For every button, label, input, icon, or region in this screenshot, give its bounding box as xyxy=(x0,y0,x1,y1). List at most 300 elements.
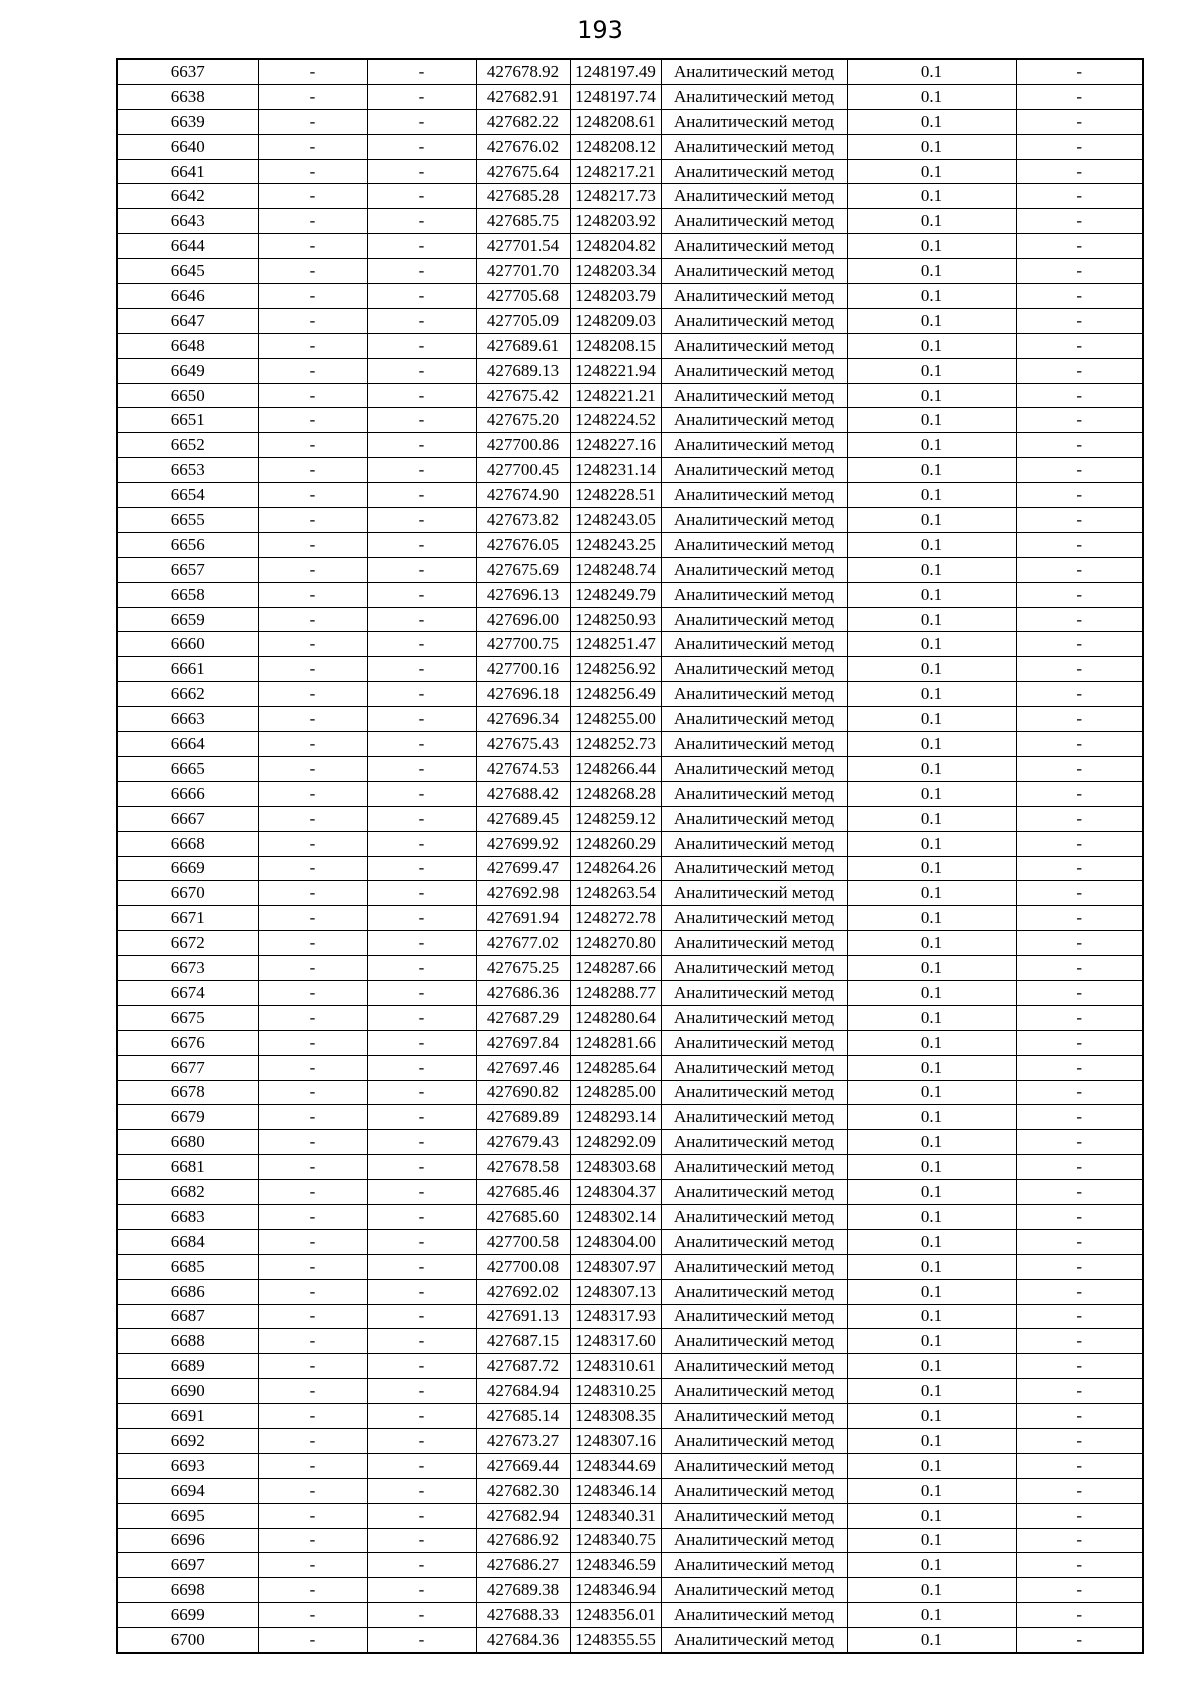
y-coordinate-cell: 1248285.64 xyxy=(570,1055,661,1080)
precision-cell: 0.1 xyxy=(847,1553,1016,1578)
precision-cell: 0.1 xyxy=(847,159,1016,184)
dash-cell: - xyxy=(367,84,476,109)
dash-cell: - xyxy=(258,1030,367,1055)
x-coordinate-cell: 427687.29 xyxy=(476,1005,570,1030)
dash-cell: - xyxy=(1016,1578,1143,1603)
x-coordinate-cell: 427700.08 xyxy=(476,1254,570,1279)
y-coordinate-cell: 1248340.31 xyxy=(570,1503,661,1528)
x-coordinate-cell: 427678.58 xyxy=(476,1155,570,1180)
table-row xyxy=(117,1578,1143,1603)
dash-cell: - xyxy=(1016,1453,1143,1478)
x-coordinate-cell: 427700.16 xyxy=(476,657,570,682)
precision-cell: 0.1 xyxy=(847,732,1016,757)
dash-cell: - xyxy=(258,84,367,109)
point-number-cell: 6666 xyxy=(117,781,258,806)
precision-cell: 0.1 xyxy=(847,906,1016,931)
x-coordinate-cell: 427675.64 xyxy=(476,159,570,184)
point-number-cell: 6639 xyxy=(117,109,258,134)
table-row xyxy=(117,756,1143,781)
dash-cell: - xyxy=(367,1030,476,1055)
precision-cell: 0.1 xyxy=(847,1254,1016,1279)
table-row xyxy=(117,1304,1143,1329)
y-coordinate-cell: 1248302.14 xyxy=(570,1204,661,1229)
dash-cell: - xyxy=(367,1304,476,1329)
precision-cell: 0.1 xyxy=(847,1204,1016,1229)
dash-cell: - xyxy=(1016,532,1143,557)
table-row xyxy=(117,856,1143,881)
y-coordinate-cell: 1248288.77 xyxy=(570,980,661,1005)
point-number-cell: 6653 xyxy=(117,458,258,483)
dash-cell: - xyxy=(1016,209,1143,234)
dash-cell: - xyxy=(367,259,476,284)
point-number-cell: 6665 xyxy=(117,756,258,781)
dash-cell: - xyxy=(367,1603,476,1628)
point-number-cell: 6652 xyxy=(117,433,258,458)
dash-cell: - xyxy=(367,333,476,358)
point-number-cell: 6683 xyxy=(117,1204,258,1229)
y-coordinate-cell: 1248304.00 xyxy=(570,1229,661,1254)
y-coordinate-cell: 1248260.29 xyxy=(570,831,661,856)
table-row xyxy=(117,931,1143,956)
table-row xyxy=(117,607,1143,632)
method-cell: Аналитический метод xyxy=(661,906,847,931)
method-cell: Аналитический метод xyxy=(661,1180,847,1205)
dash-cell: - xyxy=(1016,1304,1143,1329)
y-coordinate-cell: 1248263.54 xyxy=(570,881,661,906)
dash-cell: - xyxy=(258,532,367,557)
method-cell: Аналитический метод xyxy=(661,806,847,831)
y-coordinate-cell: 1248307.97 xyxy=(570,1254,661,1279)
dash-cell: - xyxy=(1016,1204,1143,1229)
table-row xyxy=(117,383,1143,408)
dash-cell: - xyxy=(258,1453,367,1478)
y-coordinate-cell: 1248256.92 xyxy=(570,657,661,682)
point-number-cell: 6643 xyxy=(117,209,258,234)
dash-cell: - xyxy=(367,284,476,309)
precision-cell: 0.1 xyxy=(847,806,1016,831)
table-row xyxy=(117,1503,1143,1528)
point-number-cell: 6645 xyxy=(117,259,258,284)
dash-cell: - xyxy=(367,607,476,632)
method-cell: Аналитический метод xyxy=(661,383,847,408)
dash-cell: - xyxy=(258,682,367,707)
x-coordinate-cell: 427699.92 xyxy=(476,831,570,856)
table-row xyxy=(117,1603,1143,1628)
method-cell: Аналитический метод xyxy=(661,433,847,458)
precision-cell: 0.1 xyxy=(847,956,1016,981)
table-row xyxy=(117,682,1143,707)
x-coordinate-cell: 427684.94 xyxy=(476,1379,570,1404)
dash-cell: - xyxy=(367,532,476,557)
dash-cell: - xyxy=(367,632,476,657)
dash-cell: - xyxy=(367,1428,476,1453)
point-number-cell: 6658 xyxy=(117,582,258,607)
point-number-cell: 6681 xyxy=(117,1155,258,1180)
dash-cell: - xyxy=(1016,308,1143,333)
dash-cell: - xyxy=(1016,1005,1143,1030)
table-row xyxy=(117,483,1143,508)
table-row xyxy=(117,657,1143,682)
dash-cell: - xyxy=(258,881,367,906)
dash-cell: - xyxy=(258,1055,367,1080)
x-coordinate-cell: 427701.70 xyxy=(476,259,570,284)
x-coordinate-cell: 427689.89 xyxy=(476,1105,570,1130)
dash-cell: - xyxy=(367,856,476,881)
dash-cell: - xyxy=(367,1229,476,1254)
y-coordinate-cell: 1248203.34 xyxy=(570,259,661,284)
dash-cell: - xyxy=(1016,732,1143,757)
dash-cell: - xyxy=(367,408,476,433)
dash-cell: - xyxy=(258,159,367,184)
precision-cell: 0.1 xyxy=(847,532,1016,557)
precision-cell: 0.1 xyxy=(847,458,1016,483)
y-coordinate-cell: 1248293.14 xyxy=(570,1105,661,1130)
dash-cell: - xyxy=(367,1628,476,1653)
table-row xyxy=(117,906,1143,931)
method-cell: Аналитический метод xyxy=(661,109,847,134)
precision-cell: 0.1 xyxy=(847,1329,1016,1354)
y-coordinate-cell: 1248250.93 xyxy=(570,607,661,632)
point-number-cell: 6647 xyxy=(117,308,258,333)
dash-cell: - xyxy=(258,234,367,259)
x-coordinate-cell: 427674.90 xyxy=(476,483,570,508)
method-cell: Аналитический метод xyxy=(661,1428,847,1453)
method-cell: Аналитический метод xyxy=(661,134,847,159)
precision-cell: 0.1 xyxy=(847,1528,1016,1553)
dash-cell: - xyxy=(1016,1130,1143,1155)
x-coordinate-cell: 427700.58 xyxy=(476,1229,570,1254)
dash-cell: - xyxy=(367,756,476,781)
x-coordinate-cell: 427696.00 xyxy=(476,607,570,632)
dash-cell: - xyxy=(1016,433,1143,458)
precision-cell: 0.1 xyxy=(847,1155,1016,1180)
x-coordinate-cell: 427696.34 xyxy=(476,707,570,732)
point-number-cell: 6662 xyxy=(117,682,258,707)
dash-cell: - xyxy=(1016,1354,1143,1379)
dash-cell: - xyxy=(258,284,367,309)
dash-cell: - xyxy=(258,831,367,856)
y-coordinate-cell: 1248310.61 xyxy=(570,1354,661,1379)
precision-cell: 0.1 xyxy=(847,1404,1016,1429)
precision-cell: 0.1 xyxy=(847,84,1016,109)
point-number-cell: 6651 xyxy=(117,408,258,433)
dash-cell: - xyxy=(1016,781,1143,806)
table-row xyxy=(117,84,1143,109)
dash-cell: - xyxy=(1016,831,1143,856)
y-coordinate-cell: 1248317.60 xyxy=(570,1329,661,1354)
table-row xyxy=(117,1180,1143,1205)
dash-cell: - xyxy=(258,1503,367,1528)
point-number-cell: 6691 xyxy=(117,1404,258,1429)
y-coordinate-cell: 1248208.12 xyxy=(570,134,661,159)
y-coordinate-cell: 1248197.74 xyxy=(570,84,661,109)
dash-cell: - xyxy=(367,1404,476,1429)
y-coordinate-cell: 1248208.15 xyxy=(570,333,661,358)
dash-cell: - xyxy=(1016,1105,1143,1130)
dash-cell: - xyxy=(367,1528,476,1553)
dash-cell: - xyxy=(258,259,367,284)
y-coordinate-cell: 1248281.66 xyxy=(570,1030,661,1055)
dash-cell: - xyxy=(1016,856,1143,881)
dash-cell: - xyxy=(258,1279,367,1304)
x-coordinate-cell: 427682.30 xyxy=(476,1478,570,1503)
dash-cell: - xyxy=(1016,59,1143,84)
x-coordinate-cell: 427688.33 xyxy=(476,1603,570,1628)
y-coordinate-cell: 1248256.49 xyxy=(570,682,661,707)
method-cell: Аналитический метод xyxy=(661,756,847,781)
point-number-cell: 6682 xyxy=(117,1180,258,1205)
x-coordinate-cell: 427689.13 xyxy=(476,358,570,383)
y-coordinate-cell: 1248204.82 xyxy=(570,234,661,259)
method-cell: Аналитический метод xyxy=(661,1055,847,1080)
precision-cell: 0.1 xyxy=(847,1478,1016,1503)
table-row xyxy=(117,980,1143,1005)
y-coordinate-cell: 1248231.14 xyxy=(570,458,661,483)
dash-cell: - xyxy=(367,806,476,831)
y-coordinate-cell: 1248227.16 xyxy=(570,433,661,458)
dash-cell: - xyxy=(258,209,367,234)
dash-cell: - xyxy=(367,657,476,682)
dash-cell: - xyxy=(1016,582,1143,607)
method-cell: Аналитический метод xyxy=(661,483,847,508)
precision-cell: 0.1 xyxy=(847,781,1016,806)
x-coordinate-cell: 427705.09 xyxy=(476,308,570,333)
dash-cell: - xyxy=(258,756,367,781)
precision-cell: 0.1 xyxy=(847,582,1016,607)
dash-cell: - xyxy=(258,483,367,508)
dash-cell: - xyxy=(258,134,367,159)
table-row xyxy=(117,1379,1143,1404)
y-coordinate-cell: 1248243.05 xyxy=(570,508,661,533)
method-cell: Аналитический метод xyxy=(661,732,847,757)
x-coordinate-cell: 427675.69 xyxy=(476,557,570,582)
dash-cell: - xyxy=(258,1428,367,1453)
dash-cell: - xyxy=(258,383,367,408)
precision-cell: 0.1 xyxy=(847,234,1016,259)
y-coordinate-cell: 1248221.94 xyxy=(570,358,661,383)
y-coordinate-cell: 1248287.66 xyxy=(570,956,661,981)
dash-cell: - xyxy=(1016,333,1143,358)
y-coordinate-cell: 1248307.13 xyxy=(570,1279,661,1304)
dash-cell: - xyxy=(367,1130,476,1155)
dash-cell: - xyxy=(367,1379,476,1404)
table-row xyxy=(117,508,1143,533)
y-coordinate-cell: 1248346.59 xyxy=(570,1553,661,1578)
point-number-cell: 6671 xyxy=(117,906,258,931)
point-number-cell: 6699 xyxy=(117,1603,258,1628)
method-cell: Аналитический метод xyxy=(661,458,847,483)
dash-cell: - xyxy=(258,1005,367,1030)
table-row xyxy=(117,1428,1143,1453)
y-coordinate-cell: 1248346.94 xyxy=(570,1578,661,1603)
dash-cell: - xyxy=(1016,284,1143,309)
precision-cell: 0.1 xyxy=(847,1005,1016,1030)
coordinates-table xyxy=(116,58,1144,1654)
y-coordinate-cell: 1248304.37 xyxy=(570,1180,661,1205)
y-coordinate-cell: 1248266.44 xyxy=(570,756,661,781)
precision-cell: 0.1 xyxy=(847,1304,1016,1329)
precision-cell: 0.1 xyxy=(847,632,1016,657)
dash-cell: - xyxy=(1016,1379,1143,1404)
dash-cell: - xyxy=(258,508,367,533)
y-coordinate-cell: 1248344.69 xyxy=(570,1453,661,1478)
point-number-cell: 6678 xyxy=(117,1080,258,1105)
point-number-cell: 6675 xyxy=(117,1005,258,1030)
dash-cell: - xyxy=(1016,881,1143,906)
table-row xyxy=(117,59,1143,84)
dash-cell: - xyxy=(1016,1254,1143,1279)
dash-cell: - xyxy=(258,732,367,757)
x-coordinate-cell: 427685.75 xyxy=(476,209,570,234)
dash-cell: - xyxy=(367,1578,476,1603)
dash-cell: - xyxy=(367,1080,476,1105)
dash-cell: - xyxy=(258,607,367,632)
point-number-cell: 6660 xyxy=(117,632,258,657)
dash-cell: - xyxy=(367,59,476,84)
x-coordinate-cell: 427689.38 xyxy=(476,1578,570,1603)
method-cell: Аналитический метод xyxy=(661,1130,847,1155)
x-coordinate-cell: 427687.72 xyxy=(476,1354,570,1379)
dash-cell: - xyxy=(258,1478,367,1503)
point-number-cell: 6693 xyxy=(117,1453,258,1478)
table-row xyxy=(117,632,1143,657)
dash-cell: - xyxy=(1016,682,1143,707)
dash-cell: - xyxy=(367,906,476,931)
dash-cell: - xyxy=(258,1578,367,1603)
table-row xyxy=(117,358,1143,383)
y-coordinate-cell: 1248285.00 xyxy=(570,1080,661,1105)
dash-cell: - xyxy=(1016,756,1143,781)
method-cell: Аналитический метод xyxy=(661,1528,847,1553)
dash-cell: - xyxy=(367,483,476,508)
y-coordinate-cell: 1248224.52 xyxy=(570,408,661,433)
precision-cell: 0.1 xyxy=(847,881,1016,906)
point-number-cell: 6656 xyxy=(117,532,258,557)
method-cell: Аналитический метод xyxy=(661,1254,847,1279)
method-cell: Аналитический метод xyxy=(661,1628,847,1653)
table-row xyxy=(117,308,1143,333)
dash-cell: - xyxy=(367,881,476,906)
dash-cell: - xyxy=(258,582,367,607)
table-row xyxy=(117,284,1143,309)
dash-cell: - xyxy=(258,1354,367,1379)
dash-cell: - xyxy=(258,657,367,682)
dash-cell: - xyxy=(258,1553,367,1578)
dash-cell: - xyxy=(1016,1603,1143,1628)
precision-cell: 0.1 xyxy=(847,1354,1016,1379)
method-cell: Аналитический метод xyxy=(661,259,847,284)
table-row xyxy=(117,433,1143,458)
table-row xyxy=(117,1254,1143,1279)
y-coordinate-cell: 1248243.25 xyxy=(570,532,661,557)
table-row xyxy=(117,1080,1143,1105)
point-number-cell: 6674 xyxy=(117,980,258,1005)
point-number-cell: 6664 xyxy=(117,732,258,757)
dash-cell: - xyxy=(258,333,367,358)
x-coordinate-cell: 427677.02 xyxy=(476,931,570,956)
y-coordinate-cell: 1248307.16 xyxy=(570,1428,661,1453)
point-number-cell: 6696 xyxy=(117,1528,258,1553)
dash-cell: - xyxy=(367,1279,476,1304)
point-number-cell: 6686 xyxy=(117,1279,258,1304)
table-row xyxy=(117,1204,1143,1229)
table-body xyxy=(117,59,1143,1653)
point-number-cell: 6650 xyxy=(117,383,258,408)
point-number-cell: 6661 xyxy=(117,657,258,682)
table-row xyxy=(117,707,1143,732)
method-cell: Аналитический метод xyxy=(661,234,847,259)
precision-cell: 0.1 xyxy=(847,1603,1016,1628)
dash-cell: - xyxy=(1016,657,1143,682)
x-coordinate-cell: 427673.27 xyxy=(476,1428,570,1453)
dash-cell: - xyxy=(1016,458,1143,483)
y-coordinate-cell: 1248355.55 xyxy=(570,1628,661,1653)
table-row xyxy=(117,1329,1143,1354)
x-coordinate-cell: 427676.05 xyxy=(476,532,570,557)
dash-cell: - xyxy=(258,1603,367,1628)
dash-cell: - xyxy=(1016,956,1143,981)
y-coordinate-cell: 1248221.21 xyxy=(570,383,661,408)
dash-cell: - xyxy=(1016,906,1143,931)
dash-cell: - xyxy=(367,209,476,234)
point-number-cell: 6673 xyxy=(117,956,258,981)
x-coordinate-cell: 427689.61 xyxy=(476,333,570,358)
precision-cell: 0.1 xyxy=(847,657,1016,682)
precision-cell: 0.1 xyxy=(847,1130,1016,1155)
dash-cell: - xyxy=(258,458,367,483)
dash-cell: - xyxy=(367,159,476,184)
method-cell: Аналитический метод xyxy=(661,1005,847,1030)
point-number-cell: 6679 xyxy=(117,1105,258,1130)
precision-cell: 0.1 xyxy=(847,383,1016,408)
dash-cell: - xyxy=(258,1329,367,1354)
precision-cell: 0.1 xyxy=(847,433,1016,458)
table-row xyxy=(117,1155,1143,1180)
dash-cell: - xyxy=(1016,1528,1143,1553)
x-coordinate-cell: 427697.46 xyxy=(476,1055,570,1080)
y-coordinate-cell: 1248310.25 xyxy=(570,1379,661,1404)
point-number-cell: 6637 xyxy=(117,59,258,84)
y-coordinate-cell: 1248249.79 xyxy=(570,582,661,607)
dash-cell: - xyxy=(1016,234,1143,259)
point-number-cell: 6657 xyxy=(117,557,258,582)
method-cell: Аналитический метод xyxy=(661,59,847,84)
x-coordinate-cell: 427696.13 xyxy=(476,582,570,607)
dash-cell: - xyxy=(367,956,476,981)
y-coordinate-cell: 1248217.73 xyxy=(570,184,661,209)
point-number-cell: 6692 xyxy=(117,1428,258,1453)
point-number-cell: 6654 xyxy=(117,483,258,508)
dash-cell: - xyxy=(1016,1055,1143,1080)
method-cell: Аналитический метод xyxy=(661,84,847,109)
x-coordinate-cell: 427682.94 xyxy=(476,1503,570,1528)
precision-cell: 0.1 xyxy=(847,1628,1016,1653)
method-cell: Аналитический метод xyxy=(661,956,847,981)
method-cell: Аналитический метод xyxy=(661,557,847,582)
dash-cell: - xyxy=(367,1254,476,1279)
dash-cell: - xyxy=(367,1503,476,1528)
table-row xyxy=(117,1404,1143,1429)
x-coordinate-cell: 427675.42 xyxy=(476,383,570,408)
dash-cell: - xyxy=(1016,1478,1143,1503)
point-number-cell: 6641 xyxy=(117,159,258,184)
dash-cell: - xyxy=(367,508,476,533)
dash-cell: - xyxy=(1016,358,1143,383)
table-row xyxy=(117,184,1143,209)
method-cell: Аналитический метод xyxy=(661,1105,847,1130)
precision-cell: 0.1 xyxy=(847,1229,1016,1254)
dash-cell: - xyxy=(367,1105,476,1130)
